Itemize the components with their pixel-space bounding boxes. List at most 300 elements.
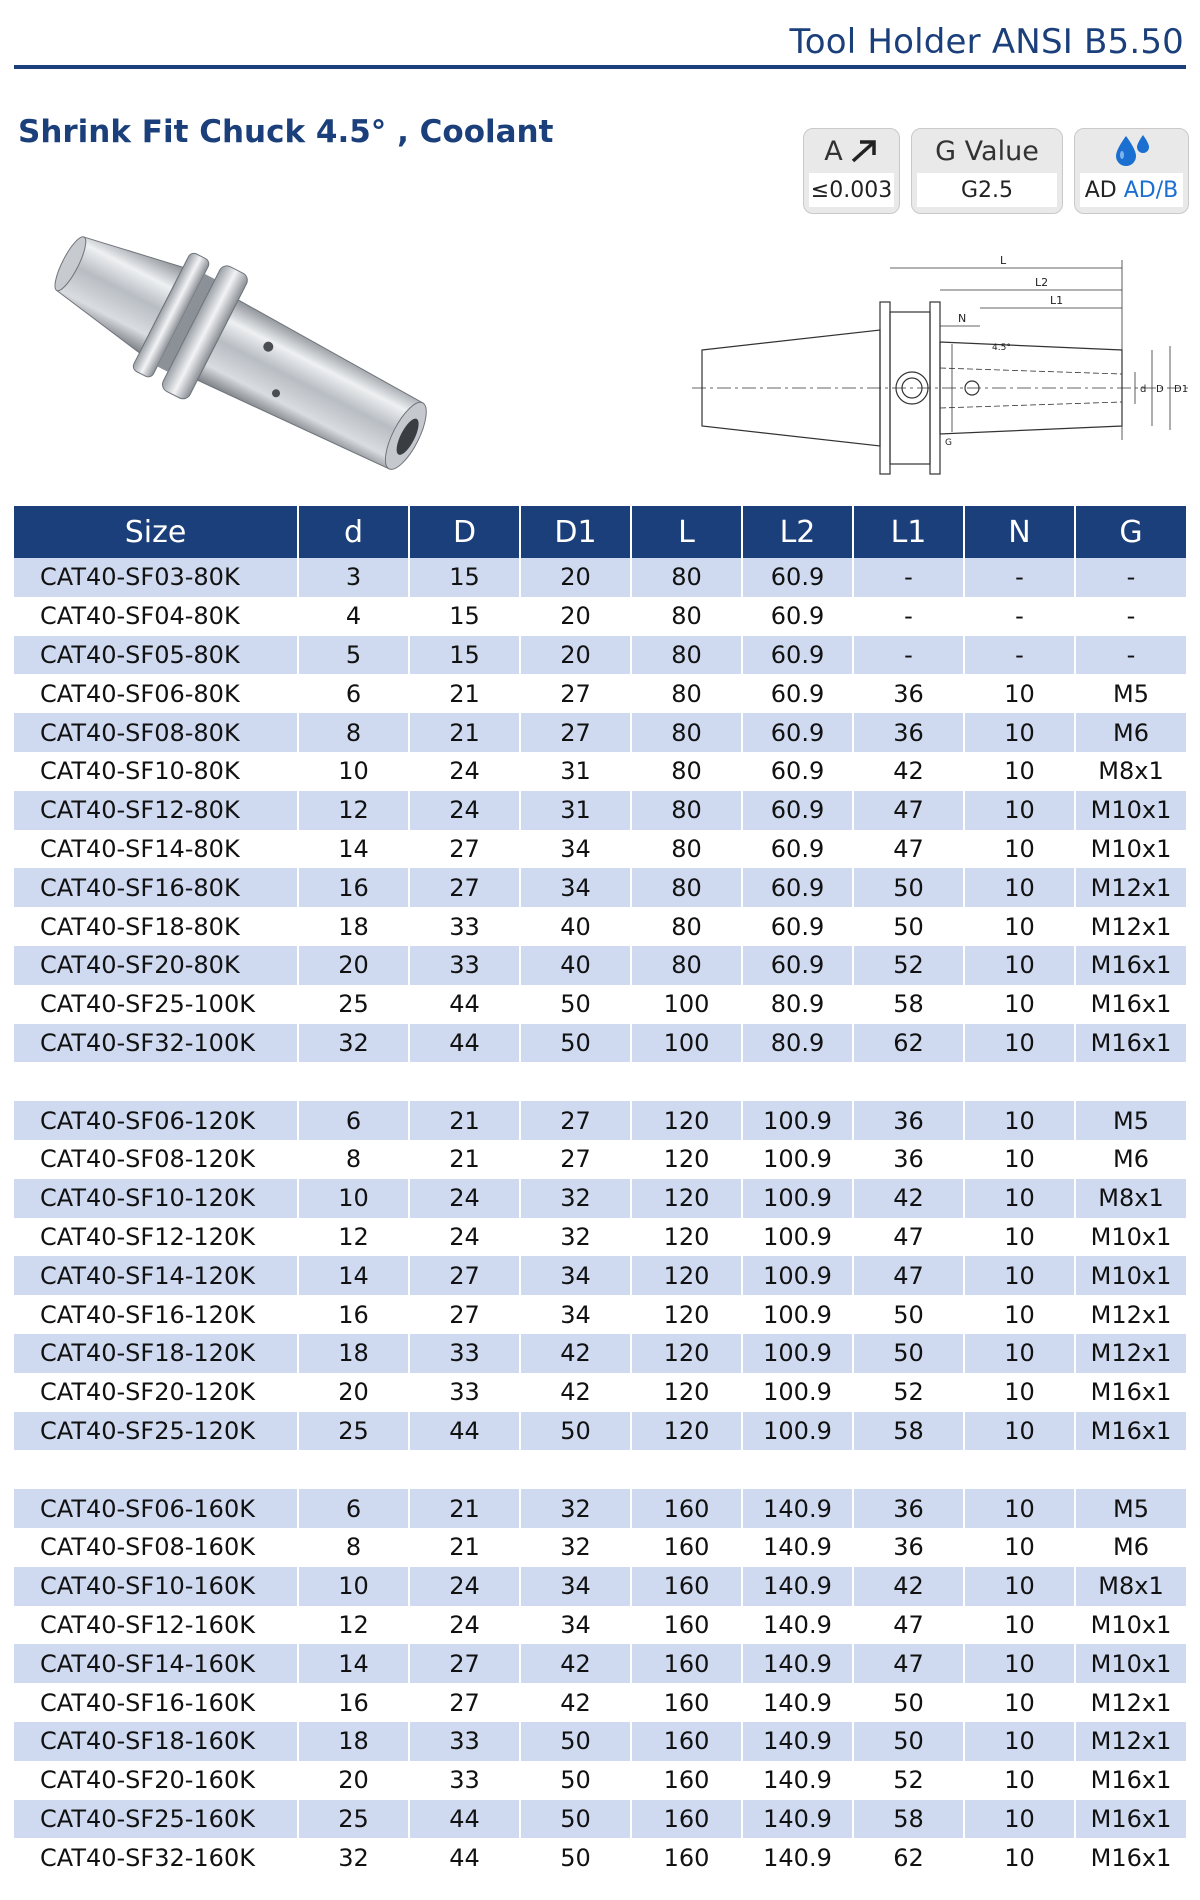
cell-l2: 140.9 xyxy=(742,1606,853,1645)
balance-value: G2.5 xyxy=(917,173,1057,207)
cell-size: CAT40-SF06-80K xyxy=(14,674,298,713)
cell-g: M8x1 xyxy=(1075,752,1186,791)
cell-l: 160 xyxy=(631,1606,742,1645)
cell-l: 100 xyxy=(631,985,742,1024)
table-row xyxy=(14,636,1186,675)
cell-g: M10x1 xyxy=(1075,830,1186,869)
cell-d: 44 xyxy=(409,1412,520,1451)
cell-d: 24 xyxy=(409,1179,520,1218)
cell-d1: 42 xyxy=(520,1334,631,1373)
table-row xyxy=(14,1800,1186,1839)
cell-g: - xyxy=(1075,558,1186,597)
cell-l2: 100.9 xyxy=(742,1412,853,1451)
product-subtitle: Shrink Fit Chuck 4.5° , Coolant xyxy=(18,114,554,150)
cell-size: CAT40-SF10-80K xyxy=(14,752,298,791)
table-row xyxy=(14,1373,1186,1412)
cell-n: 10 xyxy=(964,868,1075,907)
cell-l: 80 xyxy=(631,752,742,791)
cell-d: 4 xyxy=(298,597,409,636)
cell-d: 24 xyxy=(409,1567,520,1606)
cell-d: 8 xyxy=(298,1140,409,1179)
cell-g: M10x1 xyxy=(1075,1218,1186,1257)
cell-d: 32 xyxy=(298,1838,409,1877)
cell-d: 12 xyxy=(298,1218,409,1257)
cell-g: M16x1 xyxy=(1075,946,1186,985)
cell-l: 80 xyxy=(631,868,742,907)
cell-l: 160 xyxy=(631,1761,742,1800)
table-row xyxy=(14,1412,1186,1451)
dim-label-d: d xyxy=(1140,384,1147,395)
cell-l2: 100.9 xyxy=(742,1334,853,1373)
cell-size: CAT40-SF25-120K xyxy=(14,1412,298,1451)
cell-d: 33 xyxy=(409,1722,520,1761)
cell-d: 8 xyxy=(298,1528,409,1567)
cell-l: 120 xyxy=(631,1412,742,1451)
cell-l2: 100.9 xyxy=(742,1295,853,1334)
cell-n: 10 xyxy=(964,1838,1075,1877)
cell-d1: 31 xyxy=(520,752,631,791)
cell-d: 16 xyxy=(298,1683,409,1722)
cell-l: 100 xyxy=(631,1024,742,1063)
cell-d: 18 xyxy=(298,1722,409,1761)
cell-l2: 80.9 xyxy=(742,985,853,1024)
cell-d: 21 xyxy=(409,1489,520,1528)
group-spacer xyxy=(14,1062,1186,1101)
cell-n: 10 xyxy=(964,1412,1075,1451)
cell-d1: 27 xyxy=(520,1101,631,1140)
technical-drawing xyxy=(690,250,1190,480)
cell-n: 10 xyxy=(964,713,1075,752)
cell-d: 20 xyxy=(298,1761,409,1800)
cell-l2: 60.9 xyxy=(742,597,853,636)
table-row xyxy=(14,674,1186,713)
cell-d: 27 xyxy=(409,1295,520,1334)
cell-l2: 140.9 xyxy=(742,1683,853,1722)
cell-n: 10 xyxy=(964,674,1075,713)
cell-d: 14 xyxy=(298,830,409,869)
cell-g: M12x1 xyxy=(1075,907,1186,946)
cell-d: 27 xyxy=(409,1644,520,1683)
group-spacer xyxy=(14,1450,1186,1489)
cell-d1: 32 xyxy=(520,1528,631,1567)
table-row xyxy=(14,1683,1186,1722)
cell-size: CAT40-SF18-160K xyxy=(14,1722,298,1761)
cell-l: 80 xyxy=(631,636,742,675)
cell-g: M16x1 xyxy=(1075,1024,1186,1063)
dim-label-D1: D1 xyxy=(1174,384,1189,395)
cell-size: CAT40-SF06-120K xyxy=(14,1101,298,1140)
cell-d: 44 xyxy=(409,1024,520,1063)
cell-size: CAT40-SF08-80K xyxy=(14,713,298,752)
cell-l2: 100.9 xyxy=(742,1218,853,1257)
cell-l1: 50 xyxy=(853,868,964,907)
cell-g: - xyxy=(1075,597,1186,636)
cell-l: 160 xyxy=(631,1800,742,1839)
cell-size: CAT40-SF03-80K xyxy=(14,558,298,597)
cell-d1: 34 xyxy=(520,1606,631,1645)
cell-size: CAT40-SF14-120K xyxy=(14,1256,298,1295)
cell-d1: 50 xyxy=(520,1722,631,1761)
cell-l1: - xyxy=(853,636,964,675)
cell-d1: 34 xyxy=(520,1256,631,1295)
cell-size: CAT40-SF16-120K xyxy=(14,1295,298,1334)
runout-arrow-icon xyxy=(849,138,879,164)
cell-d1: 34 xyxy=(520,868,631,907)
cell-d: 44 xyxy=(409,1800,520,1839)
cell-g: - xyxy=(1075,636,1186,675)
cell-d: 6 xyxy=(298,1101,409,1140)
cell-l2: 60.9 xyxy=(742,558,853,597)
cell-size: CAT40-SF32-160K xyxy=(14,1838,298,1877)
cell-l: 160 xyxy=(631,1722,742,1761)
column-header-d1: D1 xyxy=(520,506,631,558)
column-header-l: L xyxy=(631,506,742,558)
cell-n: 10 xyxy=(964,1683,1075,1722)
cell-l1: 52 xyxy=(853,946,964,985)
table-row xyxy=(14,1722,1186,1761)
cell-l: 80 xyxy=(631,946,742,985)
cell-l: 160 xyxy=(631,1644,742,1683)
cell-size: CAT40-SF25-160K xyxy=(14,1800,298,1839)
cell-n: 10 xyxy=(964,1334,1075,1373)
cell-g: M5 xyxy=(1075,1489,1186,1528)
column-header-l1: L1 xyxy=(853,506,964,558)
cell-g: M5 xyxy=(1075,1101,1186,1140)
cell-l1: 62 xyxy=(853,1838,964,1877)
cell-l2: 140.9 xyxy=(742,1644,853,1683)
cell-n: 10 xyxy=(964,1101,1075,1140)
cell-size: CAT40-SF18-80K xyxy=(14,907,298,946)
cell-d: 21 xyxy=(409,1140,520,1179)
cell-l1: 36 xyxy=(853,1489,964,1528)
cell-l: 80 xyxy=(631,830,742,869)
cell-d: 27 xyxy=(409,868,520,907)
cell-g: M16x1 xyxy=(1075,1761,1186,1800)
cell-d: 24 xyxy=(409,791,520,830)
column-header-l2: L2 xyxy=(742,506,853,558)
cell-l2: 60.9 xyxy=(742,907,853,946)
cell-l1: 47 xyxy=(853,791,964,830)
cell-g: M6 xyxy=(1075,1528,1186,1567)
cell-l: 120 xyxy=(631,1101,742,1140)
table-row xyxy=(14,1838,1186,1877)
table-row xyxy=(14,713,1186,752)
cell-g: M12x1 xyxy=(1075,1295,1186,1334)
cell-l: 120 xyxy=(631,1218,742,1257)
table-row xyxy=(14,1606,1186,1645)
cell-size: CAT40-SF16-160K xyxy=(14,1683,298,1722)
cell-g: M8x1 xyxy=(1075,1179,1186,1218)
cell-d1: 20 xyxy=(520,636,631,675)
cell-l2: 80.9 xyxy=(742,1024,853,1063)
cell-d: 27 xyxy=(409,1683,520,1722)
cell-l1: 42 xyxy=(853,1567,964,1606)
cell-n: - xyxy=(964,558,1075,597)
cell-n: 10 xyxy=(964,1179,1075,1218)
table-row xyxy=(14,1489,1186,1528)
runout-value: ≤0.003 xyxy=(809,173,894,207)
cell-n: 10 xyxy=(964,1722,1075,1761)
cell-d: 18 xyxy=(298,1334,409,1373)
cell-d: 10 xyxy=(298,752,409,791)
cell-l1: 36 xyxy=(853,674,964,713)
cell-n: 10 xyxy=(964,1218,1075,1257)
cell-l: 80 xyxy=(631,597,742,636)
cell-l2: 100.9 xyxy=(742,1179,853,1218)
cell-l2: 140.9 xyxy=(742,1722,853,1761)
cell-d: 32 xyxy=(298,1024,409,1063)
cell-n: 10 xyxy=(964,752,1075,791)
cell-l: 160 xyxy=(631,1683,742,1722)
cell-d: 24 xyxy=(409,1218,520,1257)
table-row xyxy=(14,558,1186,597)
page-header-title: Tool Holder ANSI B5.50 xyxy=(789,22,1184,62)
cell-g: M5 xyxy=(1075,674,1186,713)
cell-size: CAT40-SF18-120K xyxy=(14,1334,298,1373)
cell-d: 33 xyxy=(409,946,520,985)
cell-n: - xyxy=(964,636,1075,675)
dim-label-L1: L1 xyxy=(1050,294,1064,307)
cell-d: 15 xyxy=(409,558,520,597)
cell-d: 6 xyxy=(298,674,409,713)
cell-d1: 50 xyxy=(520,1838,631,1877)
cell-l: 160 xyxy=(631,1567,742,1606)
cell-d: 10 xyxy=(298,1567,409,1606)
cell-n: 10 xyxy=(964,1800,1075,1839)
cell-d: 6 xyxy=(298,1489,409,1528)
cell-l: 160 xyxy=(631,1528,742,1567)
column-header-d: D xyxy=(409,506,520,558)
cell-l: 120 xyxy=(631,1256,742,1295)
cell-n: 10 xyxy=(964,1024,1075,1063)
cell-l: 80 xyxy=(631,674,742,713)
cell-n: 10 xyxy=(964,907,1075,946)
cell-d1: 34 xyxy=(520,1567,631,1606)
coolant-badge xyxy=(1074,128,1189,214)
cell-g: M10x1 xyxy=(1075,791,1186,830)
spec-badges xyxy=(803,128,1189,214)
cell-l1: 47 xyxy=(853,1606,964,1645)
cell-l2: 60.9 xyxy=(742,636,853,675)
cell-d: 21 xyxy=(409,1101,520,1140)
cell-n: 10 xyxy=(964,1644,1075,1683)
cell-g: M6 xyxy=(1075,1140,1186,1179)
table-row xyxy=(14,791,1186,830)
dim-label-N: N xyxy=(958,312,967,325)
cell-size: CAT40-SF10-120K xyxy=(14,1179,298,1218)
runout-badge xyxy=(803,128,900,214)
table-row xyxy=(14,1334,1186,1373)
cell-size: CAT40-SF14-80K xyxy=(14,830,298,869)
cell-d: 16 xyxy=(298,1295,409,1334)
cell-n: 10 xyxy=(964,1140,1075,1179)
cell-d1: 50 xyxy=(520,1800,631,1839)
cell-d: 14 xyxy=(298,1256,409,1295)
cell-g: M8x1 xyxy=(1075,1567,1186,1606)
table-row xyxy=(14,868,1186,907)
table-row xyxy=(14,1024,1186,1063)
table-row xyxy=(14,1761,1186,1800)
cell-l2: 60.9 xyxy=(742,713,853,752)
cell-g: M12x1 xyxy=(1075,1683,1186,1722)
cell-d: 14 xyxy=(298,1644,409,1683)
cell-d1: 42 xyxy=(520,1373,631,1412)
cell-d: 5 xyxy=(298,636,409,675)
cell-l: 120 xyxy=(631,1373,742,1412)
dim-label-G: G xyxy=(945,438,952,448)
cell-l2: 140.9 xyxy=(742,1489,853,1528)
column-header-g: G xyxy=(1075,506,1186,558)
balance-badge xyxy=(911,128,1063,214)
cell-d1: 32 xyxy=(520,1489,631,1528)
cell-n: 10 xyxy=(964,1567,1075,1606)
cell-l: 80 xyxy=(631,713,742,752)
cell-l1: 36 xyxy=(853,713,964,752)
cell-d: 25 xyxy=(298,1800,409,1839)
cell-l1: 50 xyxy=(853,907,964,946)
product-photo xyxy=(30,205,460,505)
cell-g: M6 xyxy=(1075,713,1186,752)
cell-l1: 36 xyxy=(853,1140,964,1179)
cell-g: M16x1 xyxy=(1075,1412,1186,1451)
table-row xyxy=(14,597,1186,636)
cell-l1: 36 xyxy=(853,1528,964,1567)
cell-d: 44 xyxy=(409,985,520,1024)
cell-d: 33 xyxy=(409,1761,520,1800)
cell-l1: 42 xyxy=(853,1179,964,1218)
cell-l1: 47 xyxy=(853,1218,964,1257)
cell-l1: 58 xyxy=(853,985,964,1024)
dim-label-L2: L2 xyxy=(1035,276,1049,289)
cell-l1: - xyxy=(853,597,964,636)
cell-size: CAT40-SF08-160K xyxy=(14,1528,298,1567)
cell-n: 10 xyxy=(964,1761,1075,1800)
cell-l: 80 xyxy=(631,791,742,830)
dim-label-L: L xyxy=(1000,254,1007,267)
cell-d: 21 xyxy=(409,713,520,752)
cell-d1: 31 xyxy=(520,791,631,830)
cell-d: 44 xyxy=(409,1838,520,1877)
cell-d1: 42 xyxy=(520,1683,631,1722)
cell-l2: 140.9 xyxy=(742,1838,853,1877)
cell-d: 21 xyxy=(409,674,520,713)
cell-l2: 140.9 xyxy=(742,1567,853,1606)
cell-d1: 27 xyxy=(520,674,631,713)
runout-label: A xyxy=(824,135,843,167)
cell-l2: 60.9 xyxy=(742,946,853,985)
cell-n: 10 xyxy=(964,946,1075,985)
cell-l1: 62 xyxy=(853,1024,964,1063)
cell-l2: 60.9 xyxy=(742,674,853,713)
cell-l1: 50 xyxy=(853,1683,964,1722)
cell-d: 12 xyxy=(298,791,409,830)
cell-l: 80 xyxy=(631,907,742,946)
cell-d1: 50 xyxy=(520,1024,631,1063)
cell-n: - xyxy=(964,597,1075,636)
cell-l1: 58 xyxy=(853,1800,964,1839)
cell-l: 120 xyxy=(631,1140,742,1179)
cell-size: CAT40-SF32-100K xyxy=(14,1024,298,1063)
column-header-n: N xyxy=(964,506,1075,558)
cell-n: 10 xyxy=(964,985,1075,1024)
dim-label-D: D xyxy=(1156,384,1164,395)
cell-d: 12 xyxy=(298,1606,409,1645)
cell-l1: 50 xyxy=(853,1334,964,1373)
table-row xyxy=(14,830,1186,869)
table-row xyxy=(14,985,1186,1024)
cell-d1: 40 xyxy=(520,946,631,985)
column-header-size: Size xyxy=(14,506,298,558)
table-row xyxy=(14,1101,1186,1140)
cell-d: 33 xyxy=(409,907,520,946)
cell-n: 10 xyxy=(964,1373,1075,1412)
coolant-value xyxy=(1080,173,1183,207)
cell-d: 8 xyxy=(298,713,409,752)
cell-d: 20 xyxy=(298,1373,409,1412)
cell-size: CAT40-SF20-80K xyxy=(14,946,298,985)
coolant-drops-icon xyxy=(1112,133,1152,169)
cell-l: 120 xyxy=(631,1334,742,1373)
cell-l1: 42 xyxy=(853,752,964,791)
balance-label: G Value xyxy=(935,135,1039,167)
coolant-value-adb: AD/B xyxy=(1123,177,1179,203)
cell-d: 15 xyxy=(409,597,520,636)
cell-l2: 60.9 xyxy=(742,791,853,830)
cell-g: M10x1 xyxy=(1075,1644,1186,1683)
table-row xyxy=(14,1567,1186,1606)
cell-g: M16x1 xyxy=(1075,985,1186,1024)
cell-d1: 40 xyxy=(520,907,631,946)
cell-d1: 50 xyxy=(520,985,631,1024)
cell-size: CAT40-SF25-100K xyxy=(14,985,298,1024)
cell-l1: 47 xyxy=(853,830,964,869)
cell-g: M16x1 xyxy=(1075,1373,1186,1412)
cell-size: CAT40-SF12-160K xyxy=(14,1606,298,1645)
cell-d: 16 xyxy=(298,868,409,907)
cell-l1: - xyxy=(853,558,964,597)
cell-n: 10 xyxy=(964,1295,1075,1334)
cell-l2: 100.9 xyxy=(742,1140,853,1179)
cell-d1: 50 xyxy=(520,1412,631,1451)
cell-size: CAT40-SF12-120K xyxy=(14,1218,298,1257)
dim-label-angle: 4.5° xyxy=(992,343,1011,353)
cell-d1: 20 xyxy=(520,558,631,597)
cell-l1: 47 xyxy=(853,1256,964,1295)
cell-g: M10x1 xyxy=(1075,1256,1186,1295)
cell-l2: 60.9 xyxy=(742,830,853,869)
cell-d1: 27 xyxy=(520,1140,631,1179)
table-row xyxy=(14,1528,1186,1567)
cell-l2: 60.9 xyxy=(742,752,853,791)
cell-d: 24 xyxy=(409,1606,520,1645)
cell-l: 160 xyxy=(631,1838,742,1877)
table-row xyxy=(14,1218,1186,1257)
cell-l2: 60.9 xyxy=(742,868,853,907)
cell-d1: 50 xyxy=(520,1761,631,1800)
cell-n: 10 xyxy=(964,830,1075,869)
cell-d: 25 xyxy=(298,1412,409,1451)
column-header-d: d xyxy=(298,506,409,558)
cell-d1: 34 xyxy=(520,1295,631,1334)
cell-d: 18 xyxy=(298,907,409,946)
table-row xyxy=(14,1295,1186,1334)
cell-g: M12x1 xyxy=(1075,868,1186,907)
cell-n: 10 xyxy=(964,1256,1075,1295)
cell-l2: 140.9 xyxy=(742,1528,853,1567)
table-row xyxy=(14,1179,1186,1218)
cell-size: CAT40-SF20-120K xyxy=(14,1373,298,1412)
cell-l: 120 xyxy=(631,1179,742,1218)
